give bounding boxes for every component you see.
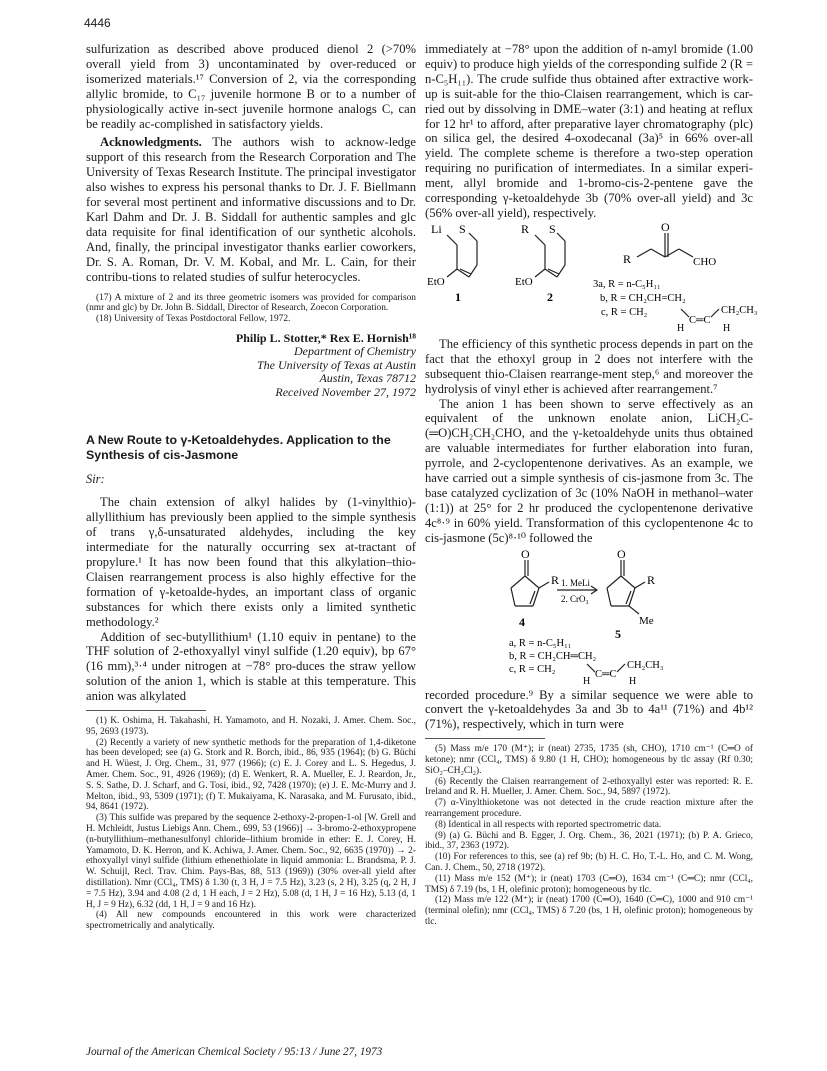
reagent-1: 1. MeLi xyxy=(561,577,590,588)
atom-r: R xyxy=(521,221,530,236)
atom-cho: CHO xyxy=(693,255,717,268)
atom-h: H xyxy=(583,675,591,687)
footnote-2: (2) Recently a variety of new synthetic methods for the preparation of 1,4-diketone has been developed; see (a) G. Stork and R. Borch, ibid., 86, 935 (1964); (b) G. Büchi and H. Wüest, J. Org. Chem., 31, 977 (1966); (c) E. J. Corey and L. S. Hegedus, J. Amer. Chem. Soc., 91, 4926 (1969); (d) E. Wenkert, R. A. Mueller, E. J. Reardon, Jr., S. S. Sathe, D. J. Scharf, and G. Tosi, ibid., 92, 7428 (1970); (e) J. E. Mc-Murry and J. Melton, ibid., 93, 5309 (1971); (f) T. Mukaiyama, K. Narasaka, and M. Furusato, ibid., 94, 8641 (1972). xyxy=(86,737,416,813)
footnote-rule xyxy=(86,710,206,711)
compound-label-5: 5 xyxy=(615,626,621,641)
r-def-b: b, R = CH₂CH═CH₂ xyxy=(509,650,597,662)
city: Austin, Texas 78712 xyxy=(319,371,416,386)
atom-s: S xyxy=(459,221,466,236)
paragraph: Addition of sec-butyllithium¹ (1.10 equiv in pentane) to the THF solution of 2-ethoxyallyl vinyl sulfide (1.20 equiv), bp 67° (16 mm),³·⁴ under nitrogen at −78° pro-duces the straw yellow solution of the anion 1, which is stable at this temperature. This anion was alkylated xyxy=(86,629,416,704)
footnote-8: (8) Identical in all respects with reported spectrometric data. xyxy=(435,819,662,830)
atom-o: O xyxy=(661,219,670,234)
ack-text: The authors wish to acknow-ledge support of this research from the Research Corporation and The University of Texas Research Institute. The principal investigator also wishes to express his personal thanks to Dr. J. F. Biellmann for several most pertinent and informative discussions and to Dr. Karl Dahm and Dr. J. B. Siddall for authentic samples and glc data requisite for final identification of our synthetic alcohols. And, finally, the principal investigator thanks earlier coworkers, Dr. S. A. Roman, Dr. V. M. Kobal, and Mr. L. Cain, for their contribu-tions to related studies of sulfur heterocycles. xyxy=(86,135,416,284)
atom-li: Li xyxy=(431,221,442,236)
signature-block xyxy=(86,332,416,400)
left-column xyxy=(86,42,416,932)
footnote-11: (11) Mass m/e 152 (M⁺); ir (neat) 1703 (C═O), 1634 cm⁻¹ (C═C); nmr (CCl₄, TMS) δ 7.19 (bs, 1 H, olefinic proton); homogeneous by tlc. xyxy=(425,873,753,895)
atom-o: O xyxy=(617,546,626,561)
paragraph: The efficiency of this synthetic process depends in part on the fact that the ethoxyl group in 2 does not interfere with the subsequent thio-Claisen rearrange-ment step,⁶ and moreover the hydrolysis of vinyl ether is achieved after rearrangement.⁷ xyxy=(425,336,753,396)
footnote-3: (3) This sulfide was prepared by the sequence 2-ethoxy-2-propen-1-ol [W. Grell and H. Mchleidt, Justus Liebigs Ann. Chem., 699, 53 (1966)] → 3-bromo-2-ethoxypropene (n-butyllithium–methanesulfonyl chloride–lithium bromide in ether: E. J. Corey, H. Yamamoto, D. K. Herron, and K. Achiwa, J. Amer. Chem. Soc., 92, 6635 (1970)) → 2-ethoxyallyl vinyl sulfide (lithium ethenethiolate in liquid ammonia: L. Brandsma, P. J. W. Schuijl, Recl. Trav. Chim. Pays-Bas, 88, 513 (1969)) (30% over-all yield after distillation). Nmr (CCl₄, TMS) δ 1.30 (t, 3 H, J = 7.5 Hz), 3.23 (s, 2 H), 3.25 (q, 2 H, J = 7.5 Hz), 3.94 and 4.08 (2 d, 1 H each, J = 2 Hz), 5.08 (d, 1 H, J = 16 Hz), 5.13 (d, 1 H, J = 9 Hz), 6.32 (dd, 1 H, J = 9 and 16 Hz). xyxy=(86,813,416,910)
atom-r: R xyxy=(551,572,560,587)
footnote-10: (10) For references to this, see (a) ref 9b; (b) H. C. Ho, T.-L. Ho, and C. M. Wong, Can. J. Chem., 50, 2718 (1972). xyxy=(425,852,753,874)
paragraph: The anion 1 has been shown to serve effectively as an equivalent of the unknown enolate anion, LiCH₂C-(═O)CH₂CH₂CHO, and the γ-ketoaldehyde units thus obtained are valuable intermediates for further elaboration into furan, pyrrole, and 2-cyclopentenone derivatives. As an example, we have carried out a simple synthesis of cis-jasmone from 3c. The base catalyzed cyclization of 3c (10% NaOH in methanol–water (1:1)) at 25° for 2 hr produced the cyclopentenone derivative 4c⁸·⁹ in 60% yield. Transformation of this cyclopentenone 4c to cis-jasmone (5c)⁸·¹⁰ followed the xyxy=(425,396,753,545)
footnote-rule xyxy=(425,738,545,739)
c-eq-c: C═C xyxy=(689,314,711,326)
paragraph: The chain extension of alkyl halides by (1-vinylthio)-allyllithium has previously been applied to the simple synthesis of trans γ,δ-unsaturated aldehydes, including the key intermediate for the naturally occurring sex at-tractant of propylure.¹ It has now been found that this alkylation–thio-Claisen rearrangement process is also highly effective for the formation of γ-ketoalde-hydes, an important class of organic substances for which there exists only a limited synthetic methodology.² xyxy=(86,495,416,629)
article-title: A New Route to γ-Ketoaldehydes. Application to the Synthesis of cis-Jasmone xyxy=(86,433,391,462)
r-def-3c: c, R = CH₂ xyxy=(601,306,648,318)
received-date: Received November 27, 1972 xyxy=(275,384,416,399)
page-number: 4446 xyxy=(84,16,111,30)
salutation: Sir: xyxy=(86,472,105,487)
atom-me: Me xyxy=(639,614,654,627)
atom-eto: EtO xyxy=(427,275,445,288)
scheme-1-structures xyxy=(425,219,758,334)
footnote-5: (5) Mass m/e 170 (M⁺); ir (neat) 2735, 1735 (sh, CHO), 1710 cm⁻¹ (C═O of ketone); nmr (CCl₄, TMS) δ 9.80 (1 H, CHO); homogeneous by tlc assay (Rf 0.30; SiO₂–CH₂Cl₂). xyxy=(425,744,753,776)
right-column xyxy=(425,42,758,928)
r-def-3c-ethyl: CH₂CH₃ xyxy=(721,304,758,316)
r-def-3b: b, R = CH₂CH=CH₂ xyxy=(600,292,686,304)
c-eq-c: C═C xyxy=(595,668,617,680)
acknowledgments xyxy=(86,135,416,284)
authors: Philip L. Stotter,* Rex E. Hornish¹⁸ xyxy=(235,330,416,345)
compound-label-4: 4 xyxy=(519,614,525,629)
compound-label-2: 2 xyxy=(547,289,553,304)
footnote-7: (7) α-Vinylthioketone was not detected in the crude reaction mixture after the rearrangement procedure. xyxy=(425,798,753,820)
reagent-2: 2. CrO₃ xyxy=(561,593,589,604)
atom-eto: EtO xyxy=(515,275,533,288)
atom-s: S xyxy=(549,221,556,236)
ack-heading: Acknowledgments. xyxy=(100,135,202,150)
r-def-c: c, R = CH₂ xyxy=(509,663,556,675)
r-def-3a: 3a, R = n-C₅H₁₁ xyxy=(593,278,661,290)
scheme-2-structures xyxy=(425,546,753,687)
paragraph: immediately at −78° upon the addition of n-amyl bromide (1.00 equiv) to produce high yields of the corresponding sulfide 2 (R = n-C₅H₁₁). The crude sulfide thus obtained after extractive work-up is suit-able for the thio-Claisen rearrangement, which is car-ried out by dissolving in DME–water (3:1) and heating at reflux for 12 hr¹ to afford, after preparative layer chromatography (plc) on silica gel, the desired 4-oxodecanal (3a)⁵ in 66% over-all yield. The complete scheme is therefore a two-step operation requiring no purification of intermediates. In a similar experi-ment, allyl bromide and 1-bromo-cis-2-pentene gave the corresponding γ-ketoaldehyde 3b (70% over-all yield) and 3c (56% over-all yield), respectively. xyxy=(425,42,753,220)
footnote-6: (6) Recently the Claisen rearrangement of 2-ethoxyallyl ester was reported: R. E. Ireland and R. H. Mueller, J. Amer. Chem. Soc., 94, 5897 (1972). xyxy=(425,776,753,798)
footnote-18: (18) University of Texas Postdoctoral Fellow, 1972. xyxy=(96,314,291,325)
compound-label-1: 1 xyxy=(455,289,461,304)
atom-r: R xyxy=(647,572,656,587)
footnote-1: (1) K. Oshima, H. Takahashi, H. Yamamoto, and H. Nozaki, J. Amer. Chem. Soc., 95, 2693 (1973). xyxy=(86,716,416,737)
atom-h: H xyxy=(629,675,637,687)
department: Department of Chemistry xyxy=(294,344,416,359)
footnote-17: (17) A mixture of 2 and its three geometric isomers was provided for comparison (nmr and glc) by Dr. John B. Siddall, Director of Research, Zoecon Corporation. xyxy=(86,292,416,314)
atom-h: H xyxy=(677,322,685,334)
paragraph: recorded procedure.⁹ By a similar sequence we were able to convert the γ-ketoaldehydes 3a and 3b to 4a¹¹ (71%) and 4b¹² (71%), respectively, which in turn were xyxy=(425,687,753,732)
footnote-9: (9) (a) G. Büchi and B. Egger, J. Org. Chem., 36, 2021 (1971); (b) P. A. Grieco, ibid., 37, 2363 (1972). xyxy=(425,830,753,852)
atom-o: O xyxy=(521,546,530,561)
footnote-4: (4) All new compounds encountered in this work were characterized spectrometrically and analytically. xyxy=(86,910,416,932)
footnote-12: (12) Mass m/e 122 (M⁺); ir (neat) 1700 (C═O), 1640 (C═C), 1000 and 910 cm⁻¹ (terminal olefin); nmr (CCl₄, TMS) δ 7.20 (bs, 1 H, olefinic proton); homogeneous by tlc. xyxy=(425,895,753,928)
r-def-c-ethyl: CH₂CH₃ xyxy=(627,659,664,671)
paragraph: sulfurization as described above produced dienol 2 (>70% overall yield from 3) uncontaminated by over-reduced or isomerized materials.¹⁷ Conversion of 2, via the corresponding allylic bromide, to C₁₇ juvenile hormone B or to a number of physiologically active in-sect juvenile hormone analogs C, can be readily ac-complished in satisfactory yields. xyxy=(86,42,416,131)
university: The University of Texas at Austin xyxy=(257,357,416,372)
atom-r: R xyxy=(623,251,632,266)
atom-h: H xyxy=(723,322,731,334)
r-def-a: a, R = n-C₅H₁₁ xyxy=(509,637,572,649)
journal-footer: Journal of the American Chemical Society / 95:13 / June 27, 1973 xyxy=(86,1046,383,1058)
